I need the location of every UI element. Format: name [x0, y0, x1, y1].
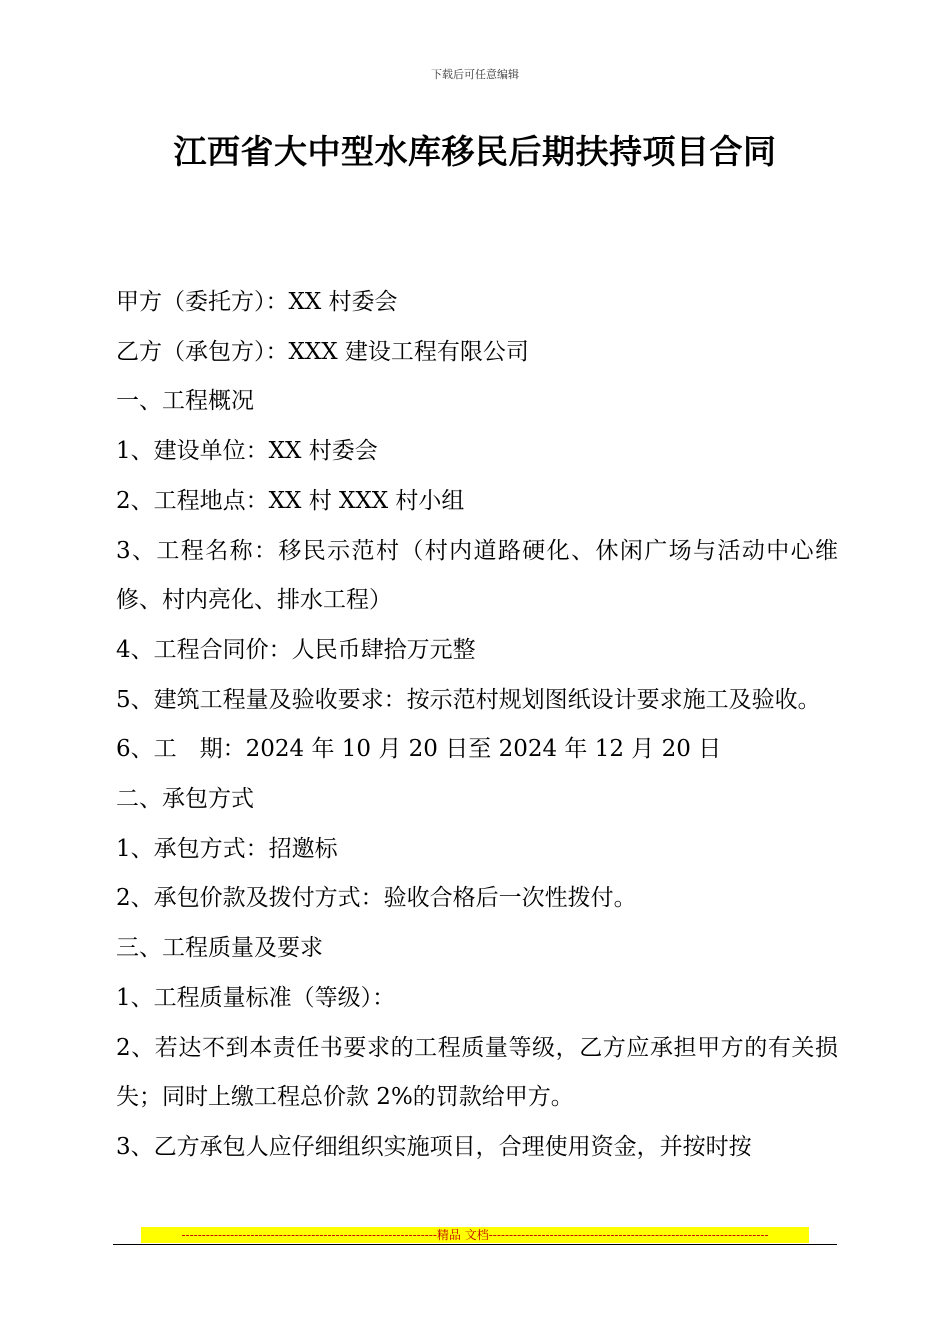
footer-divider: [113, 1244, 837, 1245]
clause-quality-penalty: 2、若达不到本责任书要求的工程质量等级，乙方应承担甲方的有关损失；同时上缴工程总价款 2%的罚款给甲方。: [116, 1034, 838, 1111]
document-title: 江西省大中型水库移民后期扶持项目合同: [173, 132, 777, 171]
contract-body: [116, 278, 838, 1173]
section-heading-overview: 一、工程概况: [116, 388, 254, 415]
clause-construction-unit: 1、建设单位：XX 村委会: [116, 438, 378, 465]
section-heading-quality: 三、工程质量及要求: [116, 935, 323, 962]
clause-contracting-method: 1、承包方式：招邀标: [116, 835, 338, 862]
footer-highlight-bar: ---------------------------------------------------------------精品 文档---------------------------------------------------------------------: [141, 1227, 809, 1243]
clause-contract-price: 4、工程合同价：人民币肆拾万元整: [116, 636, 476, 663]
clause-quality-standard: 1、工程质量标准（等级）：: [116, 984, 396, 1011]
clause-acceptance-requirements: 5、建筑工程量及验收要求：按示范村规划图纸设计要求施工及验收。: [116, 686, 821, 713]
clause-project-location: 2、工程地点：XX 村 XXX 村小组: [116, 487, 465, 514]
section-heading-contracting-method: 二、承包方式: [116, 786, 254, 813]
clause-construction-period: 6、工 期：2024 年 10 月 20 日至 2024 年 12 月 20 日: [116, 736, 722, 763]
header-note: 下载后可任意编辑: [431, 68, 519, 81]
clause-project-name: 3、工程名称：移民示范村（村内道路硬化、休闲广场与活动中心维修、村内亮化、排水工程）: [116, 537, 838, 614]
party-a-line: 甲方（委托方）：XX 村委会: [116, 289, 398, 315]
clause-payment-method: 2、承包价款及拨付方式：验收合格后一次性拨付。: [116, 885, 637, 912]
clause-fund-usage: 3、乙方承包人应仔细组织实施项目，合理使用资金，并按时按: [116, 1133, 752, 1160]
party-b-line: 乙方（承包方）：XXX 建设工程有限公司: [116, 338, 529, 365]
